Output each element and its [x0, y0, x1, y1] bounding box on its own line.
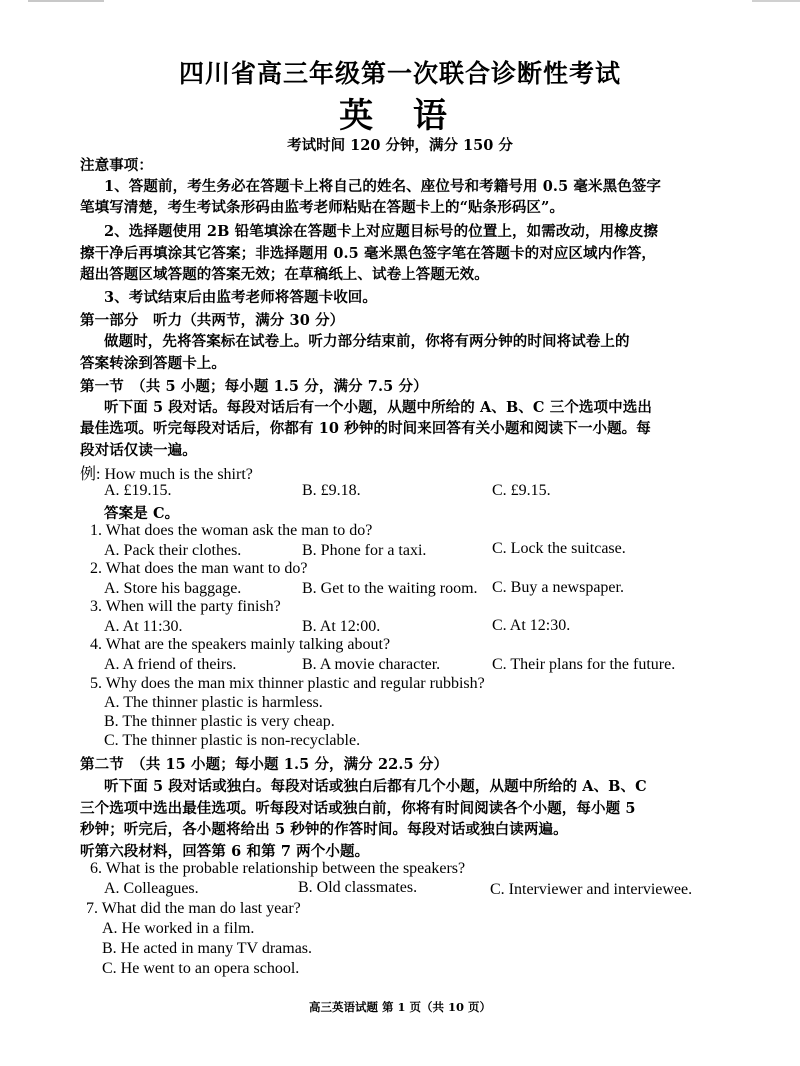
question-6: 6. What is the probable relationship between the speakers?	[90, 860, 466, 877]
exam-info: 考试时间 120 分钟，满分 150 分	[287, 137, 513, 154]
scan-edge-mark	[752, 0, 800, 2]
subject-title: 英 语	[339, 96, 461, 136]
notes-item-2-line-2: 擦干净后再填涂其它答案；非选择题用 0.5 毫米黑色签字笔在答题卡的对应区域内作答，	[80, 245, 657, 262]
notes-item-1-line-1: 1、答题前，考生务必在答题卡上将自己的姓名、座位号和考籍号用 0.5 毫米黑色签字	[104, 178, 662, 195]
section-1-instruction-line-3: 段对话仅读一遍。	[80, 442, 197, 459]
question-3-option-c: C. At 12:30.	[492, 617, 571, 634]
question-3-option-b: B. At 12:00.	[302, 618, 381, 635]
question-5-option-a: A. The thinner plastic is harmless.	[104, 694, 323, 711]
question-1-option-c: C. Lock the suitcase.	[492, 540, 626, 557]
question-6-option-c: C. Interviewer and interviewee.	[490, 881, 693, 898]
section-2-instruction-line-1: 听下面 5 段对话或独白。每段对话或独白后都有几个小题，从题中所给的 A、B、C	[104, 778, 647, 795]
section-2-heading: 第二节 （共 15 小题；每小题 1.5 分，满分 22.5 分）	[80, 756, 449, 773]
question-3-option-a: A. At 11:30.	[104, 618, 183, 635]
part-1-intro-line-2: 答案转涂到答题卡上。	[80, 355, 226, 372]
question-5: 5. Why does the man mix thinner plastic and regular rubbish?	[90, 675, 485, 692]
exam-title: 四川省高三年级第一次联合诊断性考试	[178, 59, 621, 88]
notes-item-3: 3、考试结束后由监考老师将答题卡收回。	[104, 289, 377, 306]
question-2-option-c: C. Buy a newspaper.	[492, 579, 624, 596]
question-3: 3. When will the party finish?	[90, 598, 281, 615]
example-answer: 答案是 C。	[104, 505, 180, 522]
part-1-intro-line-1: 做题时，先将答案标在试卷上。听力部分结束前，你将有两分钟的时间将试卷上的	[104, 333, 630, 350]
example-option-c: C. £9.15.	[492, 482, 551, 499]
question-2-option-b: B. Get to the waiting room.	[302, 580, 478, 597]
question-6-option-b: B. Old classmates.	[298, 879, 418, 896]
section-2-lead: 听第六段材料，回答第 6 和第 7 两个小题。	[80, 843, 370, 860]
question-1-option-a: A. Pack their clothes.	[104, 542, 242, 559]
question-7-option-c: C. He went to an opera school.	[102, 960, 300, 977]
question-2-option-a: A. Store his baggage.	[104, 580, 242, 597]
question-4: 4. What are the speakers mainly talking about?	[90, 636, 391, 653]
section-2-instruction-line-2: 三个选项中选出最佳选项。听每段对话或独白前，你将有时间阅读各个小题，每小题 5	[80, 800, 636, 817]
notes-item-1-line-2: 笔填写清楚，考生考试条形码由监考老师粘贴在答题卡上的“贴条形码区”。	[80, 199, 565, 216]
section-1-instruction-line-1: 听下面 5 段对话。每段对话后有一个小题，从题中所给的 A、B、C 三个选项中选出	[104, 399, 652, 416]
question-7-option-b: B. He acted in many TV dramas.	[102, 940, 313, 957]
section-1-heading: 第一节 （共 5 小题；每小题 1.5 分，满分 7.5 分）	[80, 378, 428, 395]
scan-edge-mark	[28, 0, 104, 2]
question-1-option-b: B. Phone for a taxi.	[302, 542, 427, 559]
question-2: 2. What does the man want to do?	[90, 560, 308, 577]
question-7-option-a: A. He worked in a film.	[102, 920, 255, 937]
question-5-option-b: B. The thinner plastic is very cheap.	[104, 713, 335, 730]
section-2-instruction-line-3: 秒钟；听完后，各小题将给出 5 秒钟的作答时间。每段对话或独白读两遍。	[80, 821, 568, 838]
section-1-instruction-line-2: 最佳选项。听完每段对话后，你都有 10 秒钟的时间来回答有关小题和阅读下一小题。每	[80, 420, 651, 437]
question-1: 1. What does the woman ask the man to do?	[90, 522, 373, 539]
page-footer: 高三英语试题 第 1 页（共 10 页）	[308, 1000, 492, 1014]
question-6-option-a: A. Colleagues.	[104, 880, 199, 897]
example-option-b: B. £9.18.	[302, 482, 361, 499]
question-4-option-b: B. A movie character.	[302, 656, 441, 673]
example-option-a: A. £19.15.	[104, 482, 172, 499]
question-4-option-a: A. A friend of theirs.	[104, 656, 237, 673]
question-5-option-c: C. The thinner plastic is non-recyclable.	[104, 732, 361, 749]
question-7: 7. What did the man do last year?	[86, 900, 301, 917]
notes-item-2-line-1: 2、选择题使用 2B 铅笔填涂在答题卡上对应题目标号的位置上，如需改动，用橡皮擦	[104, 223, 659, 240]
notes-item-2-line-3: 超出答题区域答题的答案无效；在草稿纸上、试卷上答题无效。	[80, 266, 489, 283]
example-question: 例: How much is the shirt?	[80, 466, 253, 483]
notes-heading: 注意事项：	[80, 157, 153, 174]
question-4-option-c: C. Their plans for the future.	[492, 656, 676, 673]
part-1-heading: 第一部分 听力（共两节，满分 30 分）	[80, 312, 345, 329]
